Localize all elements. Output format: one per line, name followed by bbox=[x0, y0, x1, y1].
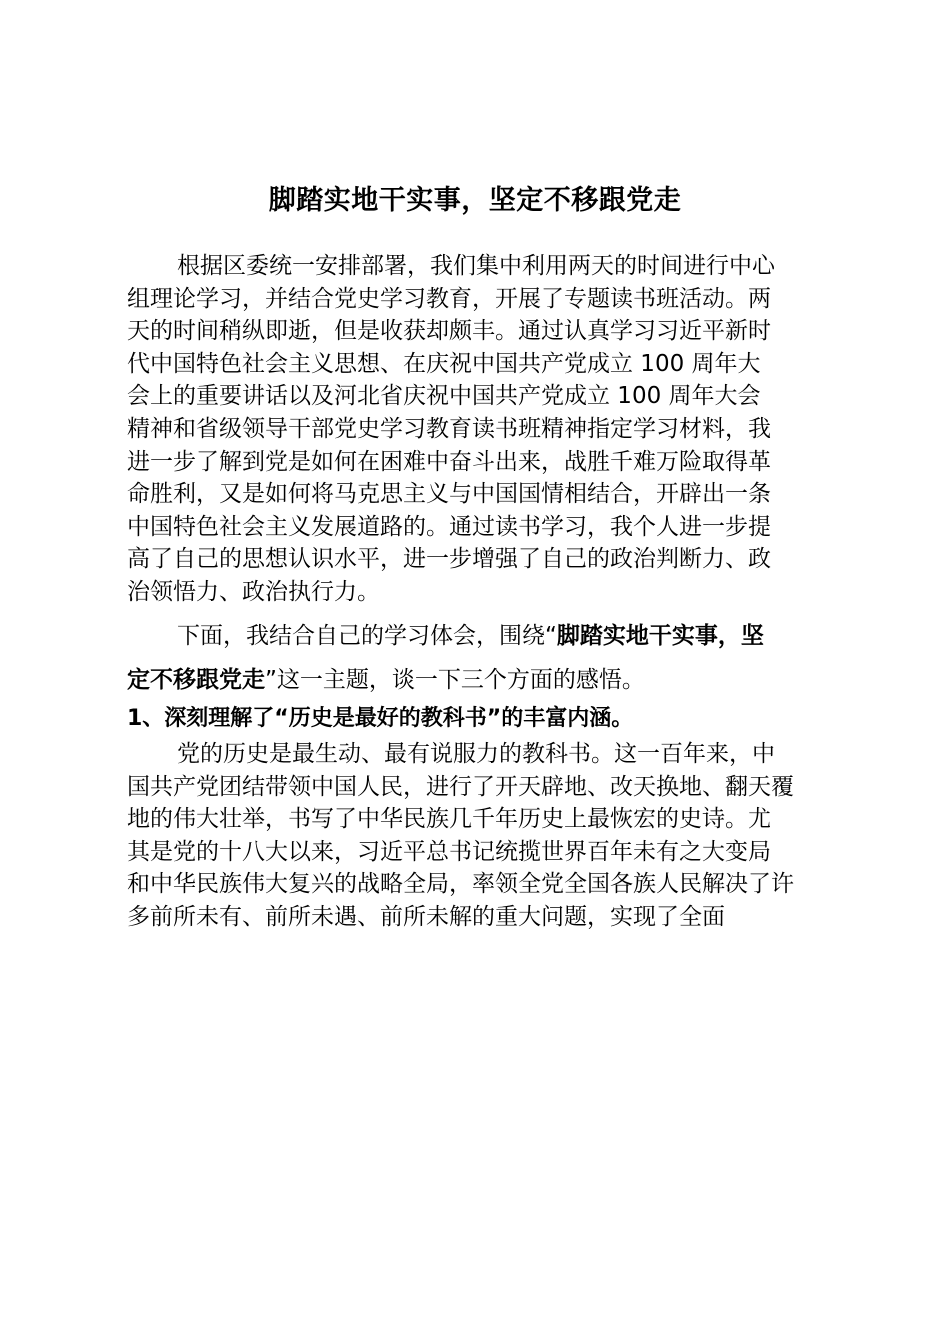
paragraph-line: 天的时间稍纵即逝，但是收获却颇丰。通过认真学习习近平新时 bbox=[127, 318, 771, 345]
paragraph-line: 会上的重要讲话以及河北省庆祝中国共产党成立 100 周年大会 bbox=[127, 383, 761, 410]
paragraph-line: 高了自己的思想认识水平，进一步增强了自己的政治判断力、政 bbox=[127, 546, 771, 573]
theme-suffix-text: ”这一主题，谈一下三个方面的感悟。 bbox=[265, 667, 645, 693]
paragraph-line: 根据区委统一安排部署，我们集中利用两天的时间进行中心 bbox=[177, 253, 775, 279]
section-heading-1 bbox=[127, 703, 847, 736]
paragraph-line: 精神和省级领导干部党史学习教育读书班精神指定学习材料，我 bbox=[127, 415, 771, 442]
paragraph-line: 中国特色社会主义发展道路的。通过读书学习，我个人进一步提 bbox=[127, 513, 771, 540]
paragraph-line: 其是党的十八大以来，习近平总书记统揽世界百年未有之大变局 bbox=[127, 838, 771, 865]
paragraph-line: 组理论学习，并结合党史学习教育，开展了专题读书班活动。两 bbox=[127, 285, 771, 312]
paragraph-line: 地的伟大壮举，书写了中华民族几千年历史上最恢宏的史诗。尤 bbox=[127, 806, 771, 833]
theme-bold-text: 脚踏实地干实事，坚 bbox=[556, 623, 764, 649]
paragraph-theme bbox=[127, 614, 847, 702]
paragraph-line: 进一步了解到党是如何在困难中奋斗出来，战胜千难万险取得革 bbox=[127, 448, 771, 475]
theme-prefix-text: 下面，我结合自己的学习体会，围绕“ bbox=[177, 623, 557, 649]
paragraph-line: 治领悟力、政治执行力。 bbox=[127, 578, 380, 605]
document-title: 脚踏实地干实事，坚定不移跟党走 bbox=[268, 185, 682, 216]
paragraph-line: 多前所未有、前所未遇、前所未解的重大问题，实现了全面 bbox=[127, 903, 725, 930]
paragraph-history bbox=[127, 738, 847, 934]
paragraph-line: 党的历史是最生动、最有说服力的教科书。这一百年来，中 bbox=[177, 741, 775, 767]
paragraph-line: 国共产党团结带领中国人民，进行了开天辟地、改天换地、翻天覆 bbox=[127, 773, 794, 800]
paragraph-line: 代中国特色社会主义思想、在庆祝中国共产党成立 100 周年大 bbox=[127, 350, 761, 377]
paragraph-line bbox=[127, 614, 847, 658]
theme-bold-text: 定不移跟党走 bbox=[127, 667, 265, 693]
paragraph-line bbox=[127, 658, 847, 702]
paragraph-intro bbox=[127, 250, 847, 609]
paragraph-line: 和中华民族伟大复兴的战略全局，率领全党全国各族人民解决了许 bbox=[127, 871, 794, 898]
paragraph-line: 命胜利，又是如何将马克思主义与中国国情相结合，开辟出一条 bbox=[127, 481, 771, 508]
section-heading-text: 1、深刻理解了“历史是最好的教科书”的丰富内涵。 bbox=[127, 706, 634, 731]
